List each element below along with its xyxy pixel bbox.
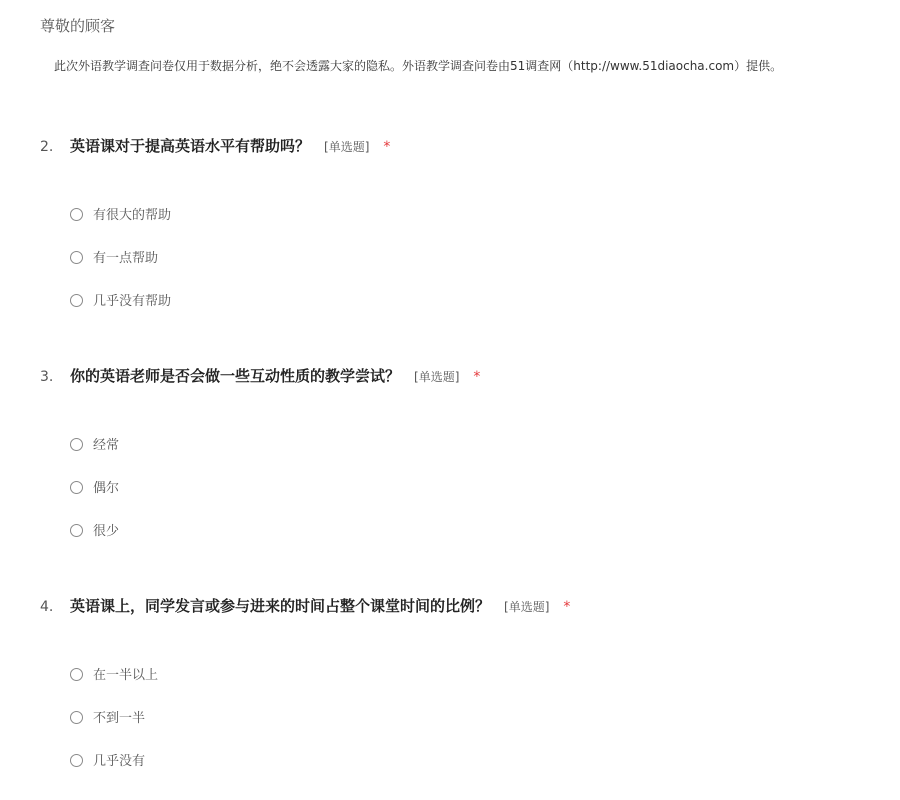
option-q4-2[interactable]: [70, 710, 158, 753]
question-number: 3.: [40, 369, 54, 385]
question-2: [40, 135, 880, 309]
radio-button[interactable]: [70, 208, 83, 221]
question-text: 你的英语老师是否会做一些互动性质的教学尝试？: [70, 367, 401, 385]
option-label[interactable]: 经常: [93, 438, 120, 453]
option-q4-1[interactable]: [70, 667, 158, 710]
radio-button[interactable]: [70, 754, 83, 767]
option-q2-3[interactable]: [70, 293, 171, 336]
question-4: [40, 595, 880, 769]
option-label[interactable]: 在一半以上: [93, 668, 159, 683]
radio-button[interactable]: [70, 294, 83, 307]
question-text: 英语课上，同学发言或参与进来的时间占整个课堂时间的比例？: [70, 597, 491, 615]
option-list: [70, 667, 158, 796]
radio-button[interactable]: [70, 481, 83, 494]
option-q2-2[interactable]: [70, 250, 171, 293]
question-type-label: [单选题]: [414, 370, 460, 384]
option-label[interactable]: 很少: [93, 524, 120, 539]
question-title: [40, 135, 880, 157]
option-q4-3[interactable]: [70, 753, 158, 796]
radio-button[interactable]: [70, 438, 83, 451]
option-label[interactable]: 几乎没有帮助: [93, 294, 172, 309]
option-label[interactable]: 偶尔: [93, 481, 120, 496]
option-q3-1[interactable]: [70, 437, 119, 480]
option-list: [70, 207, 171, 336]
question-type-label: [单选题]: [504, 600, 550, 614]
option-label[interactable]: 有一点帮助: [93, 251, 159, 266]
survey-greeting: 尊敬的顾客: [40, 17, 116, 35]
option-label[interactable]: 有很大的帮助: [93, 208, 172, 223]
question-3: [40, 365, 880, 539]
radio-button[interactable]: [70, 524, 83, 537]
question-number: 2.: [40, 139, 54, 155]
option-q3-2[interactable]: [70, 480, 119, 523]
radio-button[interactable]: [70, 711, 83, 724]
survey-intro: 此次外语教学调查问卷仅用于数据分析，绝不会透露大家的隐私。外语教学调查问卷由51调查网（http://www.51diaocha.com）提供。: [54, 59, 783, 73]
radio-button[interactable]: [70, 668, 83, 681]
option-label[interactable]: 几乎没有: [93, 754, 146, 769]
required-marker: *: [473, 369, 481, 385]
question-title: [40, 365, 880, 387]
option-label[interactable]: 不到一半: [93, 711, 146, 726]
option-q2-1[interactable]: [70, 207, 171, 250]
required-marker: *: [383, 139, 391, 155]
option-list: [70, 437, 119, 566]
question-number: 4.: [40, 599, 54, 615]
question-type-label: [单选题]: [324, 140, 370, 154]
radio-button[interactable]: [70, 251, 83, 264]
question-title: [40, 595, 880, 617]
required-marker: *: [563, 599, 571, 615]
option-q3-3[interactable]: [70, 523, 119, 566]
question-text: 英语课对于提高英语水平有帮助吗？: [70, 137, 311, 155]
